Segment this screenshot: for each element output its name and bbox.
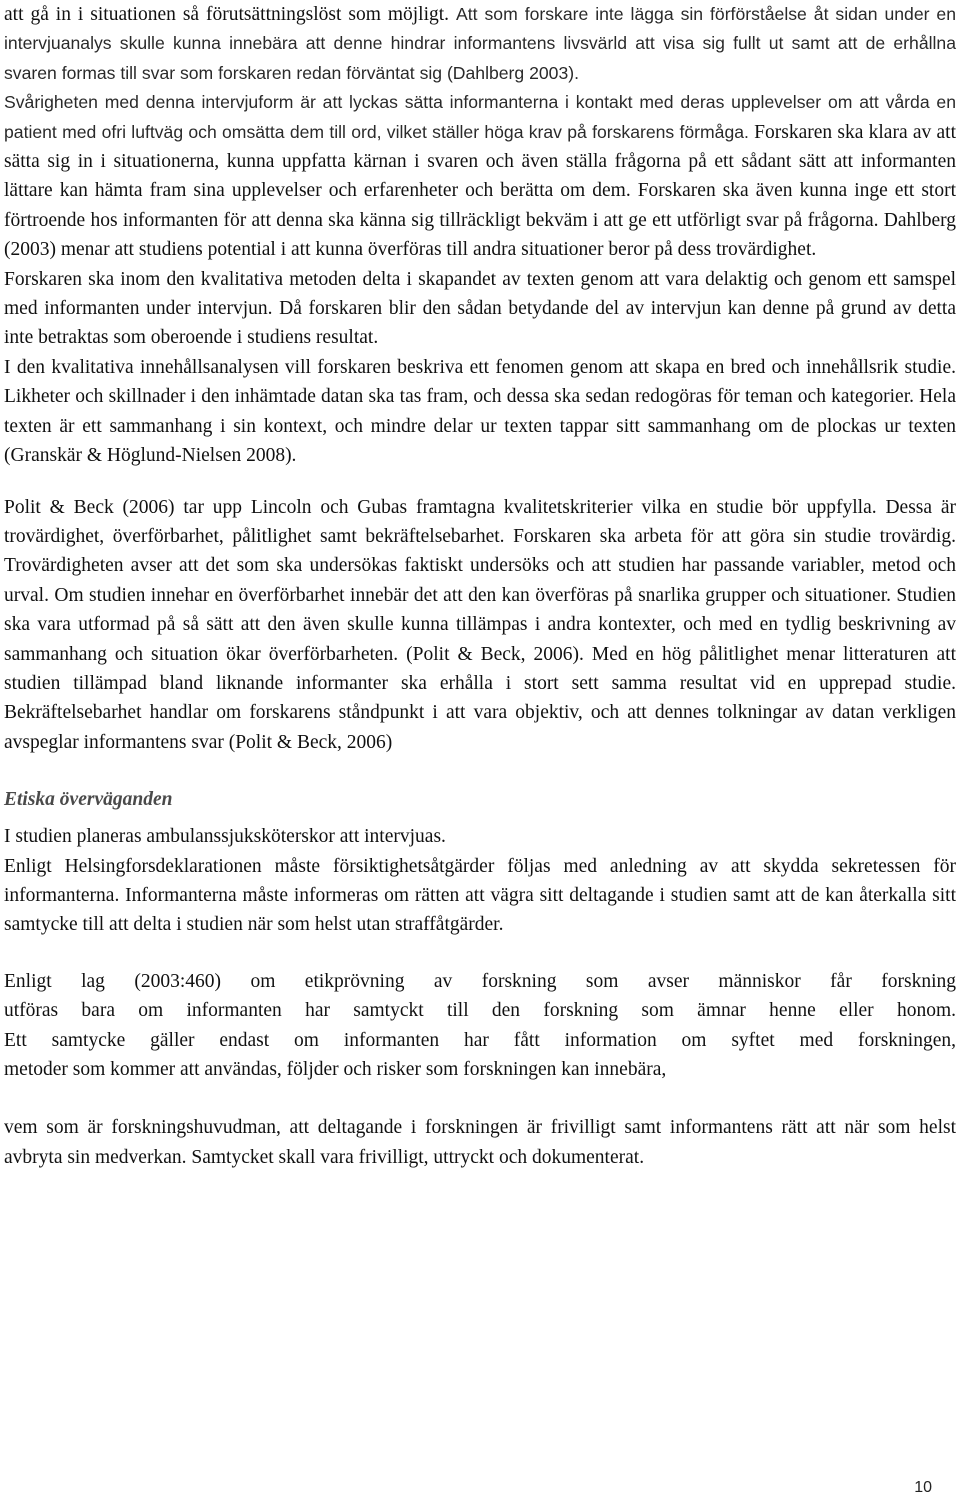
paragraph-8-line: Enligt lag (2003:460) om etikprövning av forskning som avser människor får forskning [4,970,956,992]
paragraph-8-line: Ett samtycke gäller endast om informanten har fått information om syftet med forskningen, [4,1029,956,1051]
section-heading-etiska: Etiska överväganden [4,789,173,811]
paragraph-3: Forskaren ska inom den kvalitativa metoden delta i skapandet av texten genom att vara delaktig och genom ett samspel med informanten under intervjun. Då forskaren blir den sådan betydande del av intervjun kan denne på grund av detta inte betraktas som oberoende i studiens resultat. [4,268,956,349]
paragraph-8 [4,967,956,1085]
paragraph-7: Enligt Helsingforsdeklarationen måste försiktighetsåtgärder följas med anledning av att skydda sekretessen för informanterna. Informanterna måste informeras om rätten att vägra sitt deltagande i studien samt att de kan återkalla sitt samtycke till att delta i studien när som helst utan straffåtgärder. [4,855,956,936]
paragraph-2-serif-text: Forskaren ska klara av att sätta sig in i situationerna, kunna uppfatta kärnan i svaren och även ställa frågorna på ett sådant sätt att informanten lättare kan hämta fram sina upplevelser och erfarenheter och berätta om dem. Forskaren ska även kunna inge ett stort förtroende hos informanten för att denna ska känna sig tillräckligt bekväm i att ge ett utförligt svar på frågorna. Dahlberg (2003) menar att studiens potential i att kunna överföras till andra situationer beror på dess trovärdighet. [4,121,956,261]
paragraph-4: I den kvalitativa innehållsanalysen vill forskaren beskriva ett fenomen genom att skapa en bred och innehållsrik studie. Likheter och skillnader i den inhämtade datan ska tas fram, och dessa ska sedan redogöras för teman och kategorier. Hela texten är ett sammanhang i sin kontext, och mindre delar ur texten tappar sitt sammanhang om de plockas ur texten (Granskär & Höglund-Nielsen 2008). [4,356,956,467]
spacer [4,757,956,785]
paragraph-2 [4,88,956,264]
page-number: 10 [914,1479,932,1496]
paragraph-8-line: metoder som kommer att användas, följder och risker som forskningen kan innebära, [4,1059,667,1080]
paragraph-8-line: utföras bara om informanten har samtyckt till den forskning som ämnar henne eller honom. [4,1000,956,1022]
paragraph-5: Polit & Beck (2006) tar upp Lincoln och Gubas framtagna kvalitetskriterier vilka en studie bör uppfylla. Dessa är trovärdighet, överförbarhet, pålitlighet samt bekräftelsebarhet. Forskaren ska arbeta för att göra sin studie trovärdig. Trovärdigheten avser att det som ska undersökas faktiskt undersöks och att studien har passande variabler, metod och urval. Om studien innehar en överförbarhet innebär det att den kan överföras på snarlika grupper och situationer. Studien ska vara utformad på så sätt att den även skulle kunna tillämpas i andra kontexter, och med en tydlig beskrivning av sammanhang och situation ökar överförbarheten. (Polit & Beck, 2006). Med en hög pålitlighet menar litteraturen att studien tillämpad bland liknande informanter ska erhålla i stort sett samma resultat vid en upprepad studie. Bekräftelsebarhet handlar om forskarens ståndpunkt i att vara objektiv, och att dennes tolkningar av datan verkligen avspeglar informantens svar (Polit & Beck, 2006) [4,496,956,753]
paragraph-1-sans-text: Att som forskare inte lägga sin förförståelse åt sidan under en intervjuanalys skulle kunna innebära att denne hindrar informantens livsvärld att visa sig fullt ut samt att de erhållna svaren formas till svar som forskaren redan förväntat sig (Dahlberg 2003). [4,4,956,83]
paragraph-1-serif-lead: att gå in i situationen så förutsättningslöst som möjligt. [4,4,457,25]
spacer [4,471,956,493]
paragraph-6: I studien planeras ambulanssjuksköterskor att intervjuas. [4,826,446,848]
paragraph-2-sans-text: Svårigheten med denna intervjuform är att lyckas sätta informanterna i kontakt med deras upplevelser om att vårda en patient med ofri luftväg och omsätta dem till ord, vilket ställer höga krav på forskarens förmåga. [4,92,956,142]
document-page [4,0,956,1172]
spacer [4,1084,956,1113]
paragraph-1 [4,0,956,88]
spacer [4,940,956,967]
paragraph-9: vem som är forskningshuvudman, att deltagande i forskningen är frivilligt samt informantens rätt att när som helst avbryta sin medverkan. Samtycket skall vara frivilligt, uttryckt och dokumenterat. [4,1117,956,1168]
